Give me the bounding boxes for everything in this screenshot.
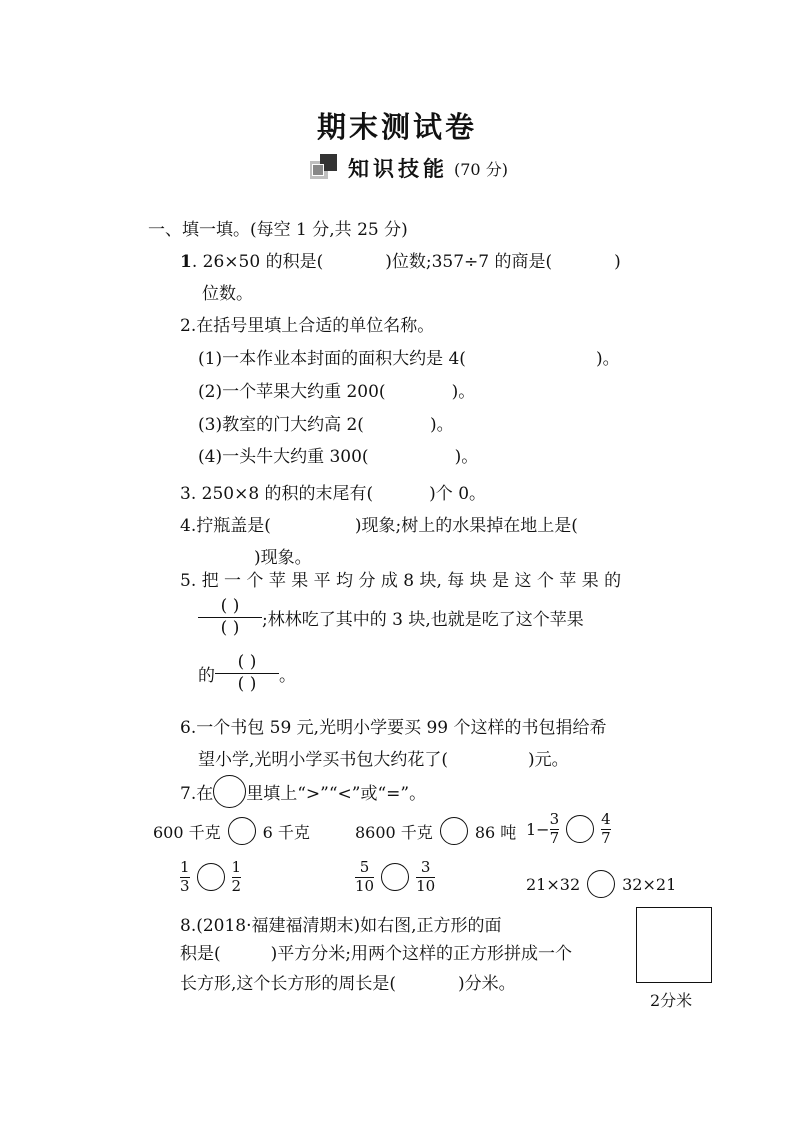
q1-line2: 位数。: [202, 284, 253, 304]
q1-text-b: )位数;357÷7 的商是(: [385, 252, 553, 272]
answer-fraction[interactable]: $\frac{( )}{( )}$: [198, 598, 262, 637]
page-title: 期末测试卷: [316, 110, 477, 144]
answer-fraction[interactable]: $\frac{( )}{( )}$: [215, 654, 279, 693]
question-2: 2.在括号里填上合适的单位名称。: [180, 316, 435, 336]
compare-circle[interactable]: [587, 870, 615, 898]
square-figure: [636, 907, 712, 983]
q6-line2: 望小学,光明小学买书包大约花了( )元。: [198, 750, 569, 770]
q2-item-3: (3)教室的门大约高 2( )。: [198, 415, 454, 435]
q4-line2: )现象。: [254, 548, 312, 568]
q2-item-4: (4)一头牛大约重 300( )。: [198, 447, 479, 467]
question-7: 7.在 里填上“>”“<”或“=”。: [180, 775, 426, 808]
question-5: 5. 把 一 个 苹 果 平 均 分 成 8 块, 每 块 是 这 个 苹 果 的: [180, 571, 622, 591]
section-score: (70 分): [454, 159, 508, 179]
question-1: [180, 247, 621, 272]
compare-item: 5 10 3 10: [355, 858, 436, 895]
q2-item-2: (2)一个苹果大约重 200( )。: [198, 382, 476, 402]
question-8: 8.(2018·福建福清期末)如右图,正方形的面: [180, 916, 502, 936]
question-4: 4.拧瓶盖是( )现象;树上的水果掉在地上是(: [180, 516, 578, 536]
q5-line2: [198, 598, 584, 637]
q2-item-1: (1)一本作业本封面的面积大约是 4( )。: [198, 349, 620, 369]
question-number: 1: [180, 252, 192, 272]
compare-item: 1− 3 7 4 7: [526, 810, 611, 847]
q1-text-a: . 26×50 的积是(: [191, 252, 324, 272]
compare-circle[interactable]: [381, 863, 409, 891]
question-3: 3. 250×8 的积的末尾有( )个 0。: [180, 484, 487, 504]
section-header: [310, 153, 508, 183]
q5-text: ;林林吃了其中的 3 块,也就是吃了这个苹果: [262, 610, 584, 630]
question-6: 6.一个书包 59 元,光明小学要买 99 个这样的书包捐给希: [180, 718, 607, 738]
compare-item: 600 千克 6 千克: [153, 817, 310, 845]
section-cubes-icon: [310, 153, 342, 183]
circle-icon: [213, 775, 246, 808]
compare-circle[interactable]: [197, 863, 225, 891]
q5-line3: 的 $\frac{( )}{( )}$ 。: [198, 652, 296, 694]
compare-item: 1 3 1 2: [180, 858, 242, 895]
square-side-label: 2分米: [650, 991, 693, 1010]
section-title: 知识技能: [348, 157, 448, 181]
compare-item: 21×32 32×21: [526, 870, 676, 898]
q8-line3: 长方形,这个长方形的周长是( )分米。: [180, 974, 516, 994]
compare-circle[interactable]: [566, 815, 594, 843]
compare-circle[interactable]: [440, 817, 468, 845]
compare-circle[interactable]: [228, 817, 256, 845]
q1-text-c: ): [614, 252, 621, 272]
part1-heading: 一、填一填。(每空 1 分,共 25 分): [148, 220, 408, 240]
compare-item: 8600 千克 86 吨: [355, 817, 516, 845]
q8-line2: 积是( )平方分米;用两个这样的正方形拼成一个: [180, 944, 572, 964]
